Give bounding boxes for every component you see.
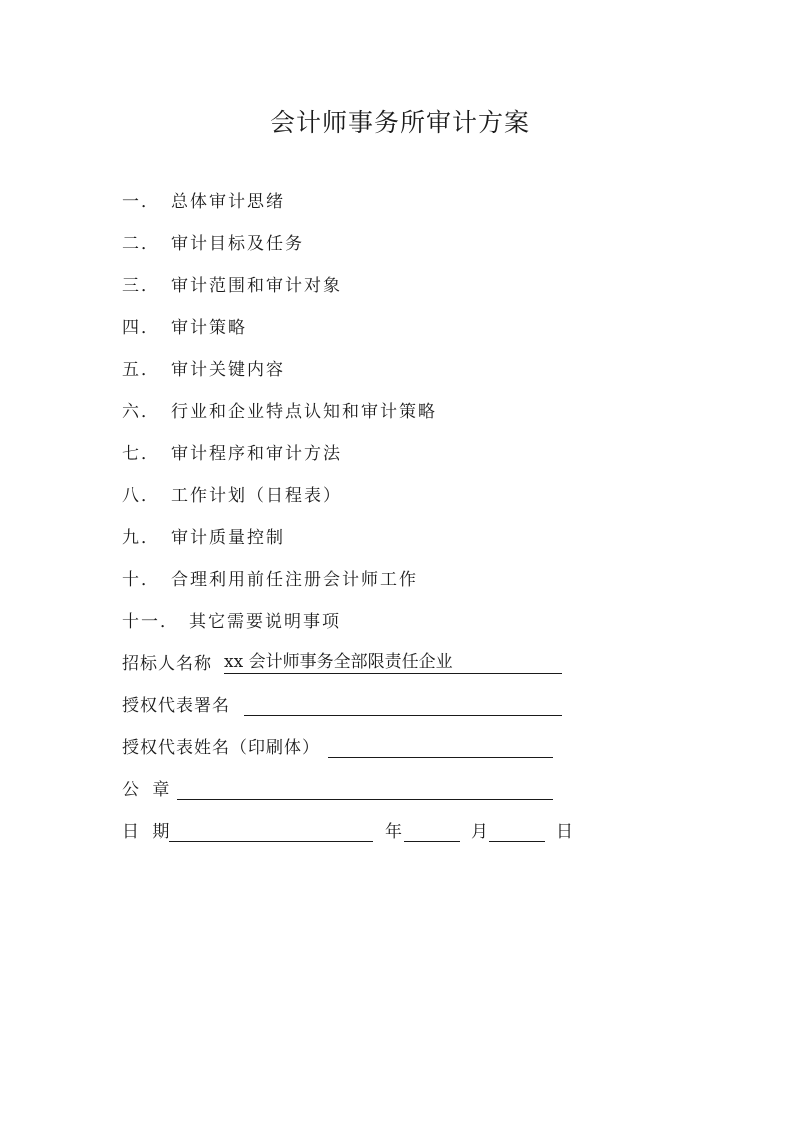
date-line	[169, 819, 373, 842]
bidder-name-field	[224, 651, 562, 674]
toc-number: 六．	[122, 402, 160, 422]
signature-line	[244, 693, 562, 716]
toc-text: 合理利用前任注册会计师工作	[171, 570, 418, 590]
toc-text: 审计质量控制	[171, 528, 285, 548]
toc-number: 八．	[122, 486, 160, 506]
toc-number: 三．	[122, 276, 160, 296]
toc-item	[122, 187, 437, 229]
printed-name-label: 授权代表姓名（印刷体）	[122, 738, 320, 758]
toc-number: 五．	[122, 360, 160, 380]
toc-number: 九．	[122, 528, 160, 548]
toc-text: 审计关键内容	[171, 360, 285, 380]
toc-item	[122, 523, 437, 565]
toc-text: 审计范围和审计对象	[171, 276, 342, 296]
toc-item	[122, 397, 437, 439]
toc-item	[122, 439, 437, 481]
year-label: 年	[385, 822, 402, 842]
toc-text: 总体审计思绪	[171, 192, 285, 212]
toc-item	[122, 271, 437, 313]
printed-name-line	[328, 735, 553, 758]
toc-number: 七．	[122, 444, 160, 464]
toc-number: 十．	[122, 570, 160, 590]
toc-item	[122, 481, 437, 523]
toc-item	[122, 565, 437, 607]
toc-item	[122, 607, 437, 649]
bidder-name-value: xx 会计师事务全部限责任企业	[224, 652, 453, 672]
day-label: 日	[556, 822, 573, 842]
toc-number: 二．	[122, 234, 160, 254]
toc-text: 审计策略	[171, 318, 247, 338]
date-label: 日 期	[122, 822, 174, 842]
toc-item	[122, 313, 437, 355]
toc-text: 审计程序和审计方法	[171, 444, 342, 464]
toc-item	[122, 229, 437, 271]
month-line	[489, 819, 545, 842]
toc-text: 行业和企业特点认知和审计策略	[171, 402, 437, 422]
toc-number: 一．	[122, 192, 160, 212]
year-line	[404, 819, 460, 842]
seal-line	[177, 777, 553, 800]
bidder-name-label: 招标人名称	[122, 654, 212, 674]
toc-text: 其它需要说明事项	[189, 612, 341, 632]
toc-text: 审计目标及任务	[171, 234, 304, 254]
table-of-contents	[122, 187, 437, 649]
document-title: 会计师事务所审计方案	[269, 108, 530, 137]
toc-item	[122, 355, 437, 397]
seal-label: 公 章	[122, 780, 174, 800]
month-label: 月	[471, 822, 488, 842]
toc-number: 十一．	[122, 612, 179, 632]
toc-text: 工作计划（日程表）	[171, 486, 342, 506]
toc-number: 四．	[122, 318, 160, 338]
signature-label: 授权代表署名	[122, 696, 230, 716]
